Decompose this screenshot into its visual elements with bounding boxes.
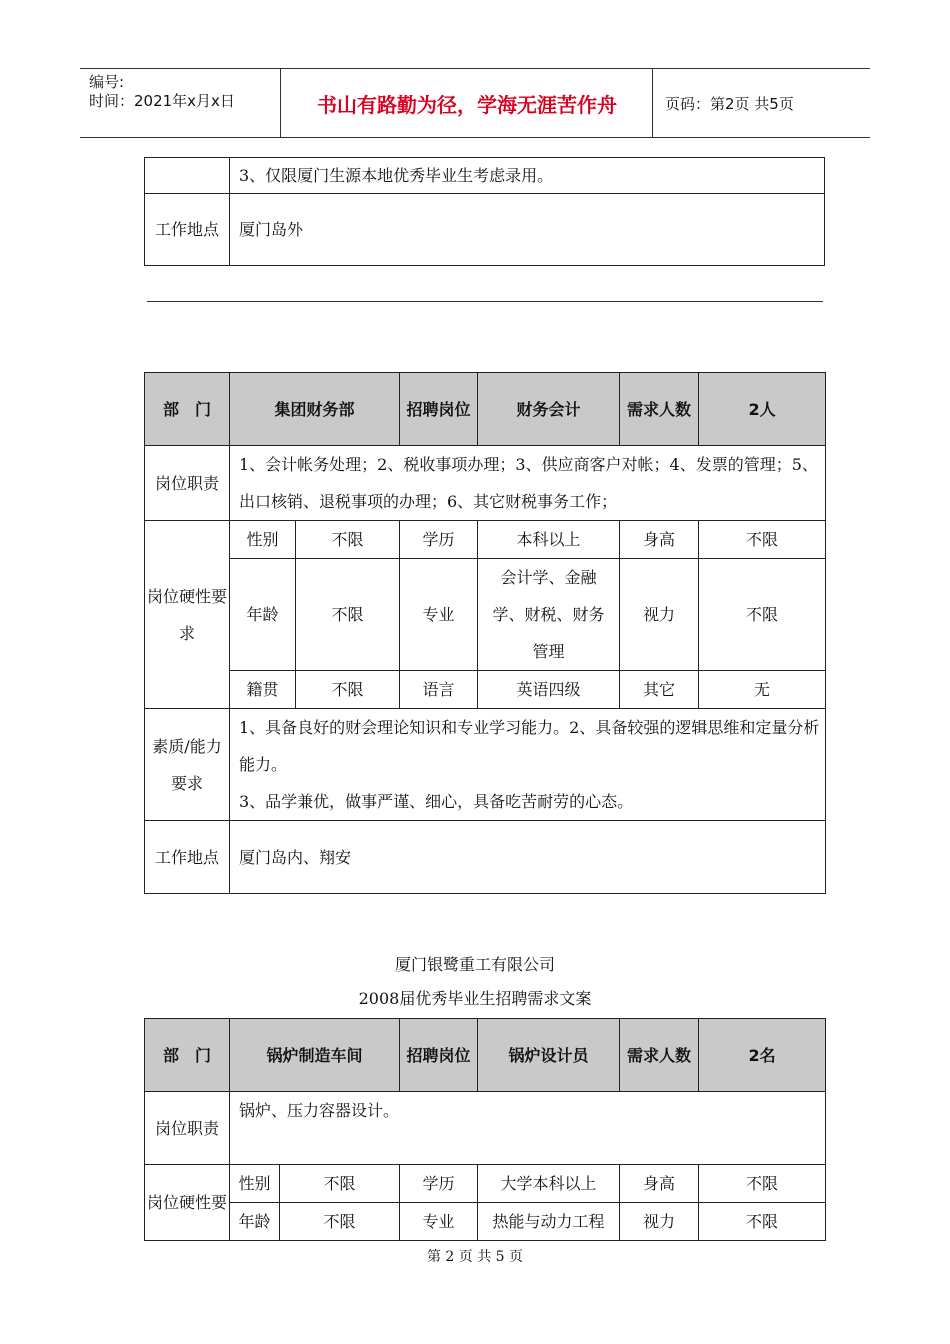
dept-label: 部 门 <box>145 1019 230 1092</box>
post-value: 财务会计 <box>478 373 620 446</box>
hard-requirements-label: 岗位硬性要求 <box>145 521 230 709</box>
empty-cell <box>145 158 230 194</box>
page-header <box>80 68 870 138</box>
duty-value: 1、会计帐务处理；2、税收事项办理；3、供应商客户对帐；4、发票的管理；5、出口核销、退税事项的办理；6、其它财税事务工作； <box>230 446 826 521</box>
quality-value <box>230 709 826 821</box>
count-value: 2名 <box>699 1019 826 1092</box>
age-value: 不限 <box>280 1203 400 1241</box>
language-label: 语言 <box>400 671 478 709</box>
count-label: 需求人数 <box>620 373 699 446</box>
duty-label: 岗位职责 <box>145 446 230 521</box>
hard-requirements-label: 岗位硬性要 <box>145 1165 230 1241</box>
gender-value: 不限 <box>296 521 400 559</box>
age-label: 年龄 <box>230 559 296 671</box>
location-value: 厦门岛内、翔安 <box>230 821 826 894</box>
dept-value: 集团财务部 <box>230 373 400 446</box>
height-label: 身高 <box>620 1165 699 1203</box>
location-label: 工作地点 <box>145 821 230 894</box>
table-continued <box>144 157 825 266</box>
age-value: 不限 <box>296 559 400 671</box>
gender-label: 性别 <box>230 1165 280 1203</box>
dept-value: 锅炉制造车间 <box>230 1019 400 1092</box>
job-table-boiler <box>144 1018 826 1241</box>
other-value: 无 <box>699 671 826 709</box>
post-label: 招聘岗位 <box>400 373 478 446</box>
language-value: 英语四级 <box>478 671 620 709</box>
header-meta <box>80 69 281 137</box>
height-value: 不限 <box>699 521 826 559</box>
page-footer: 第 2 页 共 5 页 <box>426 1249 524 1265</box>
duty-label: 岗位职责 <box>145 1092 230 1165</box>
post-value: 锅炉设计员 <box>478 1019 620 1092</box>
doc-number-label: 编号: <box>89 73 125 91</box>
quality-label: 素质/能力要求 <box>145 709 230 821</box>
post-label: 招聘岗位 <box>400 1019 478 1092</box>
duty-value: 锅炉、压力容器设计。 <box>230 1092 826 1165</box>
education-value: 大学本科以上 <box>478 1165 620 1203</box>
requirement-3: 3、仅限厦门生源本地优秀毕业生考虑录用。 <box>230 158 825 194</box>
origin-label: 籍贯 <box>230 671 296 709</box>
vision-label: 视力 <box>620 1203 699 1241</box>
header-motto: 书山有路勤为径，学海无涯苦作舟 <box>282 69 653 137</box>
height-value: 不限 <box>699 1165 826 1203</box>
height-label: 身高 <box>620 521 699 559</box>
gender-label: 性别 <box>230 521 296 559</box>
dept-label: 部 门 <box>145 373 230 446</box>
major-value: 会计学、金融学、财税、财务管理 <box>478 559 620 671</box>
education-label: 学历 <box>400 1165 478 1203</box>
major-label: 专业 <box>400 1203 478 1241</box>
education-label: 学历 <box>400 521 478 559</box>
quality-line-2: 3、品学兼优，做事严谨、细心，具备吃苦耐劳的心态。 <box>239 792 634 811</box>
major-label: 专业 <box>400 559 478 671</box>
age-label: 年龄 <box>230 1203 280 1241</box>
count-label: 需求人数 <box>620 1019 699 1092</box>
other-label: 其它 <box>620 671 699 709</box>
document-title: 2008届优秀毕业生招聘需求文案 <box>358 989 592 1008</box>
job-table-finance <box>144 372 826 894</box>
vision-value: 不限 <box>699 559 826 671</box>
major-value: 热能与动力工程 <box>478 1203 620 1241</box>
origin-value: 不限 <box>296 671 400 709</box>
doc-time-label: 时间：2021年x月x日 <box>89 92 235 110</box>
location-label: 工作地点 <box>145 194 230 266</box>
count-value: 2人 <box>699 373 826 446</box>
education-value: 本科以上 <box>478 521 620 559</box>
header-page-number: 页码：第2页 共5页 <box>665 94 794 113</box>
vision-value: 不限 <box>699 1203 826 1241</box>
vision-label: 视力 <box>620 559 699 671</box>
section-divider <box>147 301 823 302</box>
company-title: 厦门银鹭重工有限公司 <box>394 955 555 974</box>
gender-value: 不限 <box>280 1165 400 1203</box>
quality-line-1: 1、具备良好的财会理论知识和专业学习能力。2、具备较强的逻辑思维和定量分析能力。 <box>239 718 820 774</box>
location-value: 厦门岛外 <box>230 194 825 266</box>
